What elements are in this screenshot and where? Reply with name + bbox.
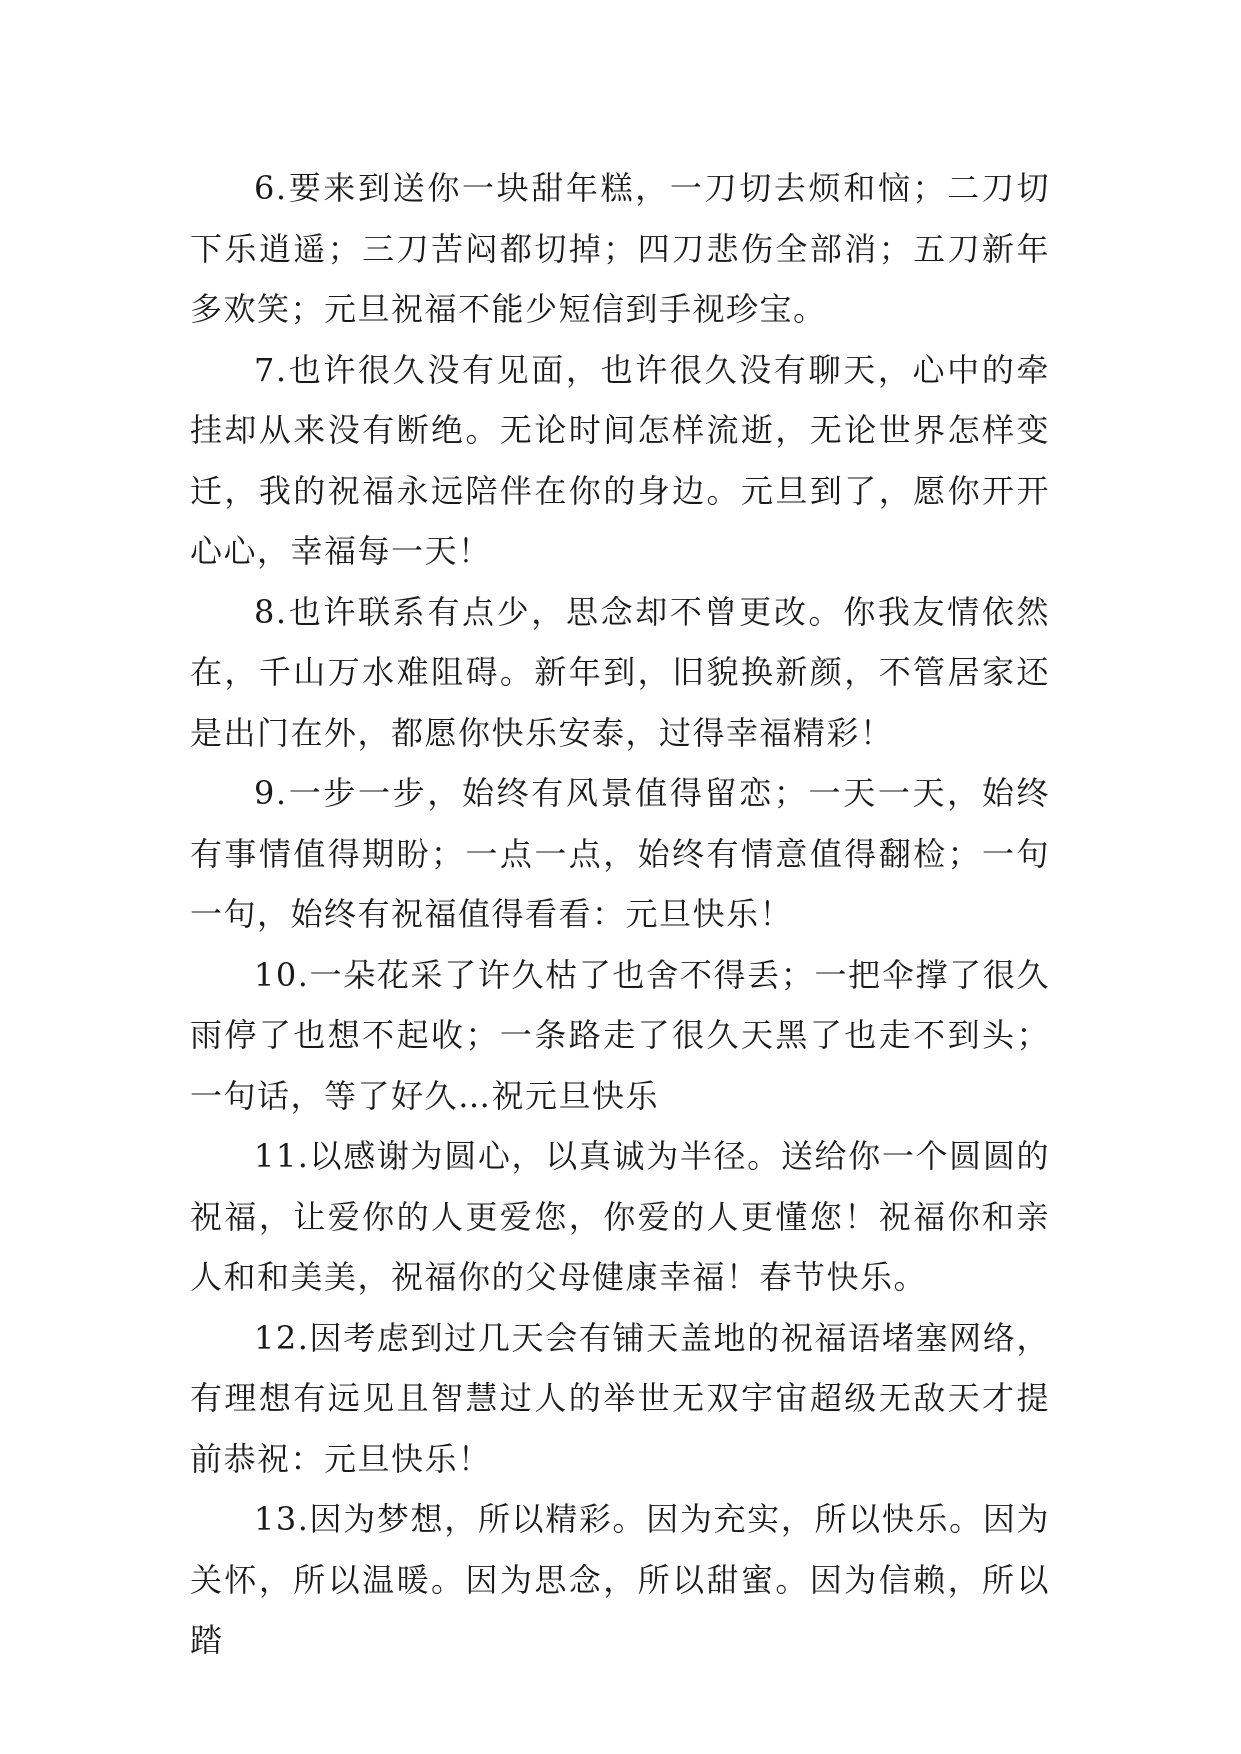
paragraph-6: 6.要来到送你一块甜年糕，一刀切去烦和恼；二刀切下乐逍遥；三刀苦闷都切掉；四刀悲伤全部消；五刀新年多欢笑；元旦祝福不能少短信到手视珍宝。 [190,169,1050,328]
document-body [190,158,1050,1671]
paragraph-12: 12.因考虑到过几天会有铺天盖地的祝福语堵塞网络，有理想有远见且智慧过人的举世无双宇宙超级无敌天才提前恭祝：元旦快乐！ [190,1318,1050,1478]
paragraph-8: 8.也许联系有点少，思念却不曾更改。你我友情依然在，千山万水难阻碍。新年到，旧貌换新颜，不管居家还是出门在外，都愿你快乐安泰，过得幸福精彩！ [190,592,1050,752]
paragraph-7: 7.也许很久没有见面，也许很久没有聊天，心中的牵挂却从来没有断绝。无论时间怎样流逝，无论世界怎样变迁，我的祝福永远陪伴在你的身边。元旦到了，愿你开开心心，幸福每一天！ [190,350,1050,570]
paragraph-11: 11.以感谢为圆心，以真诚为半径。送给你一个圆圆的祝福，让爱你的人更爱您，你爱的人更懂您！祝福你和亲人和和美美，祝福你的父母健康幸福！春节快乐。 [190,1137,1050,1296]
paragraph-10: 10.一朵花采了许久枯了也舍不得丢；一把伞撑了很久雨停了也想不起收；一条路走了很久天黑了也走不到头；一句话，等了好久…祝元旦快乐 [190,955,1050,1115]
paragraph-9: 9.一步一步，始终有风景值得留恋；一天一天，始终有事情值得期盼；一点一点，始终有情意值得翻检；一句一句，始终有祝福值得看看：元旦快乐！ [190,774,1050,933]
paragraph-13: 13.因为梦想，所以精彩。因为充实，所以快乐。因为关怀，所以温暖。因为思念，所以甜蜜。因为信赖，所以踏 [190,1500,1050,1659]
